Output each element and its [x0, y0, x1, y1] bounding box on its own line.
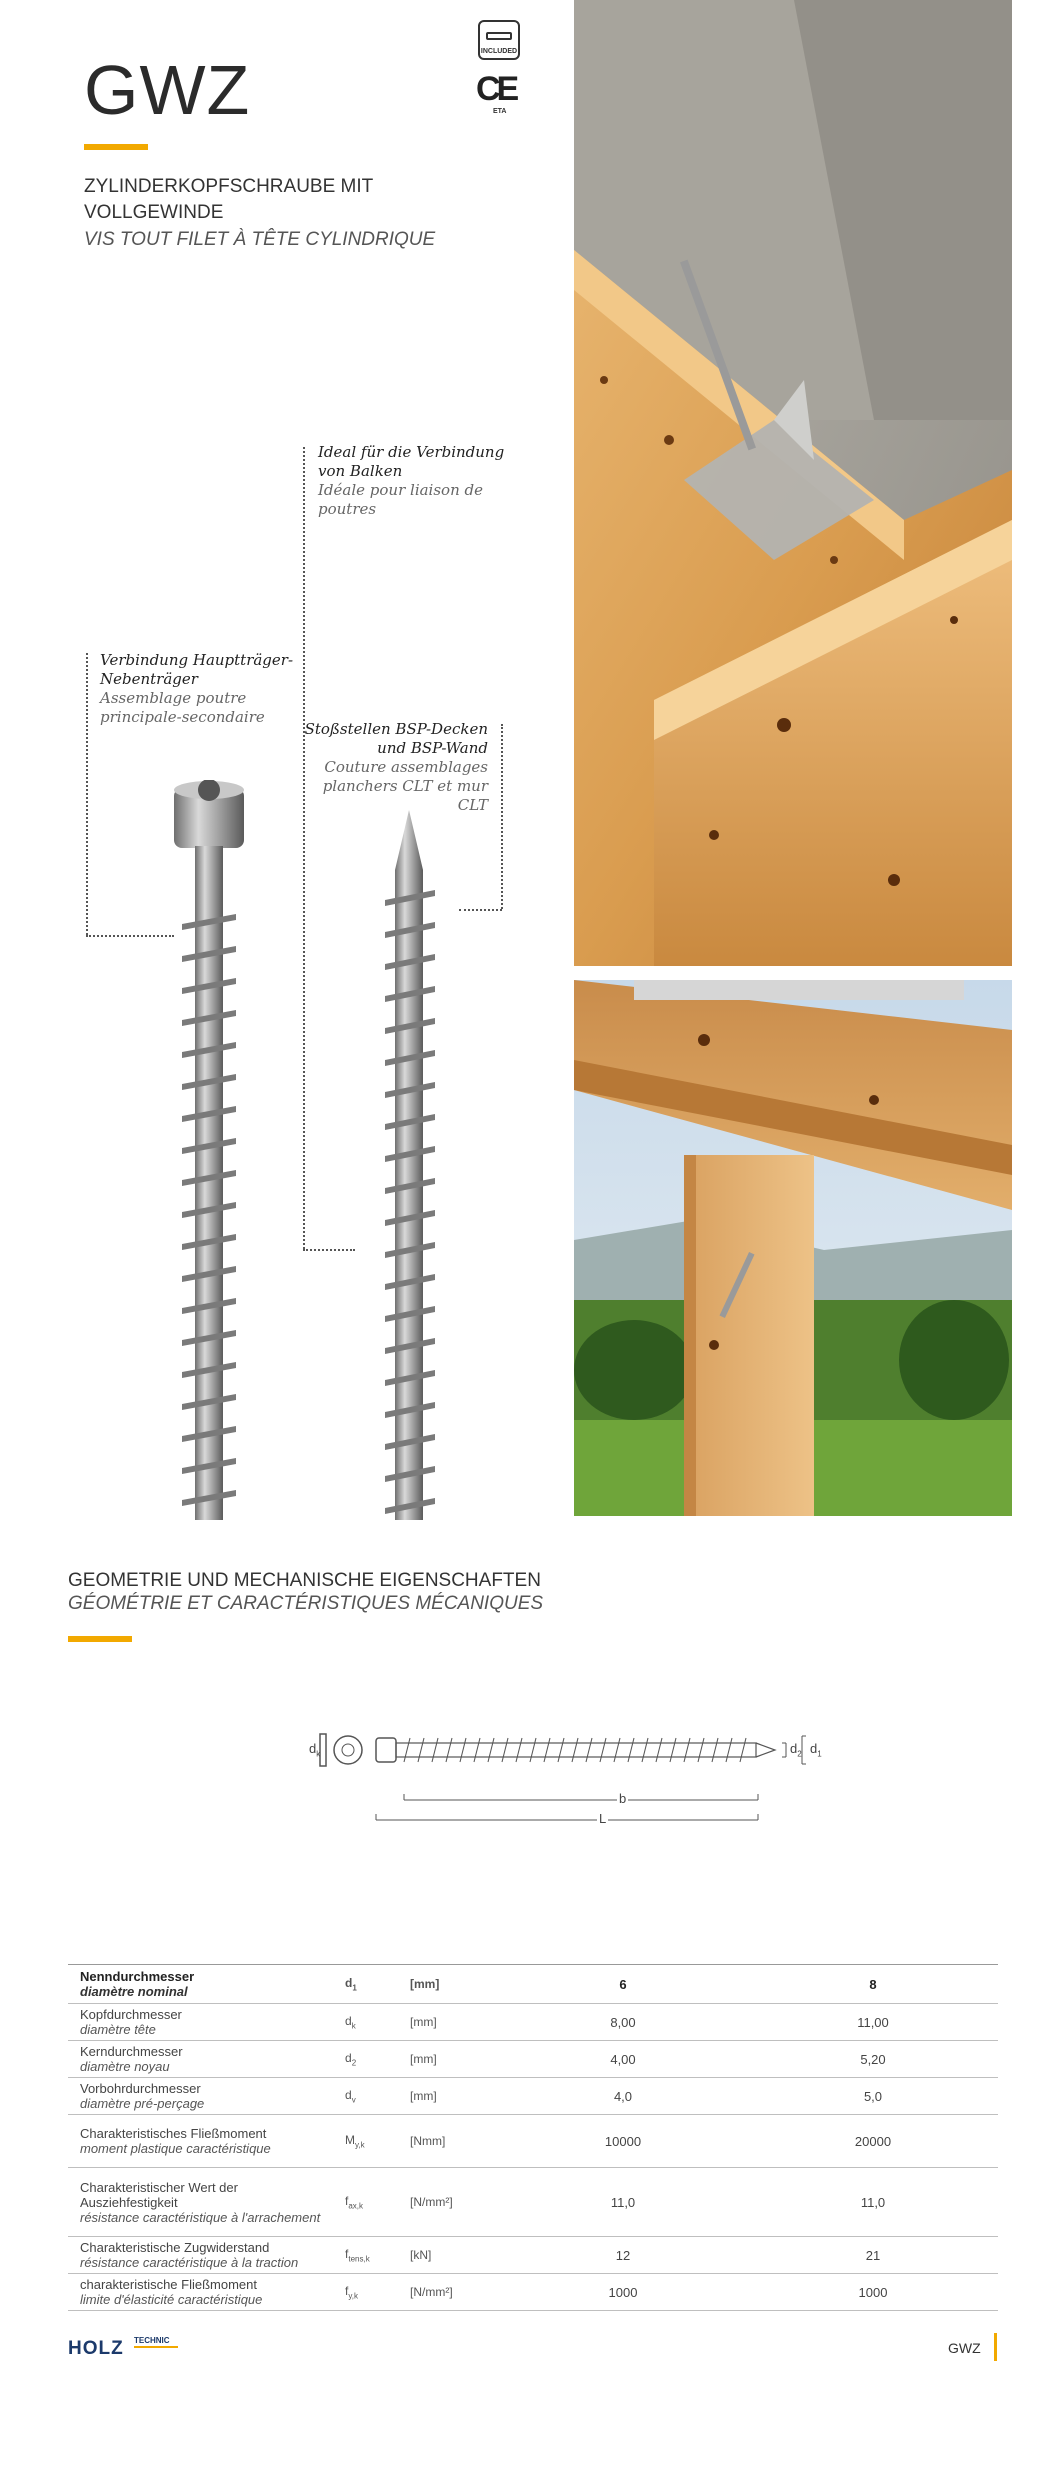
- row-symbol: $M_{y,k}$: [333, 2115, 398, 2168]
- section-title-fr: GÉOMÉTRIE ET CARACTÉRISTIQUES MÉCANIQUES: [68, 1593, 544, 1614]
- footer-product-name: GWZ: [948, 2340, 981, 2356]
- spec-table: [68, 1964, 998, 2311]
- row-unit: [Nmm]: [398, 2115, 498, 2168]
- section-title-de: GEOMETRIE UND MECHANISCHE EIGENSCHAFTEN: [68, 1570, 541, 1591]
- table-row: [68, 2078, 998, 2115]
- technic-logo: TECHNIC: [134, 2336, 170, 2345]
- row-value-8: 5,20: [748, 2041, 998, 2078]
- row-unit: [mm]: [398, 2004, 498, 2041]
- row-symbol: $f_{tens,k}$: [333, 2237, 398, 2274]
- table-row: [68, 2237, 998, 2274]
- callout-clt: [300, 720, 488, 815]
- included-badge-icon: [478, 20, 520, 60]
- screw-tip-illustration: [365, 810, 455, 1520]
- row-value-6: 8,00: [498, 2004, 748, 2041]
- row-name-de: Charakteristischer Wert der Ausziehfestigkeit: [80, 2179, 238, 2210]
- header-value-6: 6: [498, 1965, 748, 2004]
- row-name-fr: résistance caractéristique à l'arrachement: [80, 2209, 321, 2225]
- row-symbol: $d_2$: [333, 2041, 398, 2078]
- leader-line: [501, 724, 503, 909]
- screw-dimension-diagram: [300, 1730, 840, 1850]
- callout-beams-fr: Idéale pour liaison de poutres: [318, 481, 483, 518]
- callout-beams: [318, 443, 518, 519]
- eta-label: ETA: [493, 108, 507, 115]
- table-header-row: [68, 1965, 998, 2004]
- row-name-fr: limite d'élasticité caractéristique: [80, 2292, 263, 2307]
- row-value-6: 1000: [498, 2274, 748, 2311]
- row-unit: [mm]: [398, 2041, 498, 2078]
- row-symbol: $f_{y,k}$: [333, 2274, 398, 2311]
- row-unit: [mm]: [398, 2078, 498, 2115]
- row-symbol: $d_k$: [333, 2004, 398, 2041]
- label-b: b: [619, 1791, 627, 1806]
- footer-accent-bar: [994, 2333, 997, 2361]
- label-L: L: [599, 1811, 607, 1826]
- row-value-8: 21: [748, 2237, 998, 2274]
- row-value-8: 11,00: [748, 2004, 998, 2041]
- header-value-8: 8: [748, 1965, 998, 2004]
- screw-head-illustration: [160, 780, 290, 1520]
- row-symbol: $d_v$: [333, 2078, 398, 2115]
- subtitle-de: ZYLINDERKOPFSCHRAUBE MIT VOLLGEWINDE: [84, 176, 373, 223]
- included-badge-label: INCLUDED: [480, 48, 518, 55]
- photo-post-beam: [574, 980, 1012, 1516]
- label-dk: $d_k$: [309, 1741, 321, 1759]
- callout-beams-de: Ideal für die Verbindung von Balken: [318, 443, 505, 480]
- row-value-8: 1000: [748, 2274, 998, 2311]
- leader-line: [303, 447, 305, 1249]
- logo-accent-line: [134, 2346, 178, 2348]
- table-row: [68, 2041, 998, 2078]
- row-unit: [N/mm²]: [398, 2168, 498, 2237]
- ce-mark-icon: CE: [476, 70, 516, 108]
- leader-line: [459, 909, 502, 911]
- row-value-6: 11,0: [498, 2168, 748, 2237]
- row-name-de: Kopfdurchmesser: [80, 2007, 182, 2022]
- row-name-de: charakteristische Fließmoment: [80, 2277, 257, 2292]
- holz-logo: HOLZ: [68, 2338, 124, 2359]
- section-accent-bar: [68, 1636, 132, 1642]
- row-name-fr: diamètre tête: [80, 2022, 156, 2037]
- leader-line: [86, 653, 88, 935]
- table-row: [68, 2168, 998, 2237]
- row-value-6: 4,00: [498, 2041, 748, 2078]
- row-name-de: Vorbohrdurchmesser: [80, 2081, 201, 2096]
- row-value-8: 20000: [748, 2115, 998, 2168]
- row-value-8: 11,0: [748, 2168, 998, 2237]
- row-name-fr: diamètre pré-perçage: [80, 2096, 205, 2111]
- row-value-8: 5,0: [748, 2078, 998, 2115]
- callout-main-secondary-de: Verbindung Hauptträger-Nebenträger: [100, 651, 294, 688]
- photo-beam-connection: [574, 0, 1012, 966]
- callout-clt-fr: Couture assemblages planchers CLT et mur CLT: [322, 758, 488, 814]
- row-symbol: $f_{ax,k}$: [333, 2168, 398, 2237]
- table-row: [68, 2115, 998, 2168]
- header-name-de: Nenndurchmesser: [80, 1969, 195, 1984]
- callout-main-secondary-fr: Assemblage poutre principale-secondaire: [100, 689, 265, 726]
- label-d2: $d_2$: [790, 1741, 802, 1759]
- row-unit: [N/mm²]: [398, 2274, 498, 2311]
- callout-clt-de: Stoßstellen BSP-Decken und BSP-Wand: [304, 720, 488, 757]
- row-unit: [kN]: [398, 2237, 498, 2274]
- header-symbol: $d_1$: [333, 1965, 398, 2004]
- row-name-fr: moment plastique caractéristique: [80, 2141, 271, 2156]
- row-value-6: 12: [498, 2237, 748, 2274]
- page-title: GWZ: [84, 51, 251, 129]
- row-name-de: Charakteristisches Fließmoment: [80, 2126, 267, 2141]
- header-name-fr: diamètre nominal: [80, 1984, 188, 1999]
- row-name-fr: résistance caractéristique à la traction: [80, 2255, 299, 2270]
- subtitle-fr: VIS TOUT FILET À TÊTE CYLINDRIQUE: [84, 229, 436, 250]
- header-unit: [mm]: [398, 1965, 498, 2004]
- title-accent-bar: [84, 144, 148, 150]
- callout-main-secondary: [100, 651, 300, 727]
- leader-line: [303, 1249, 355, 1251]
- row-name-de: Kerndurchmesser: [80, 2044, 183, 2059]
- label-d1: $d_1$: [810, 1741, 822, 1759]
- row-value-6: 10000: [498, 2115, 748, 2168]
- row-name-de: Charakteristische Zugwiderstand: [80, 2240, 270, 2255]
- row-value-6: 4,0: [498, 2078, 748, 2115]
- row-name-fr: diamètre noyau: [80, 2059, 170, 2074]
- table-row: [68, 2004, 998, 2041]
- table-row: [68, 2274, 998, 2311]
